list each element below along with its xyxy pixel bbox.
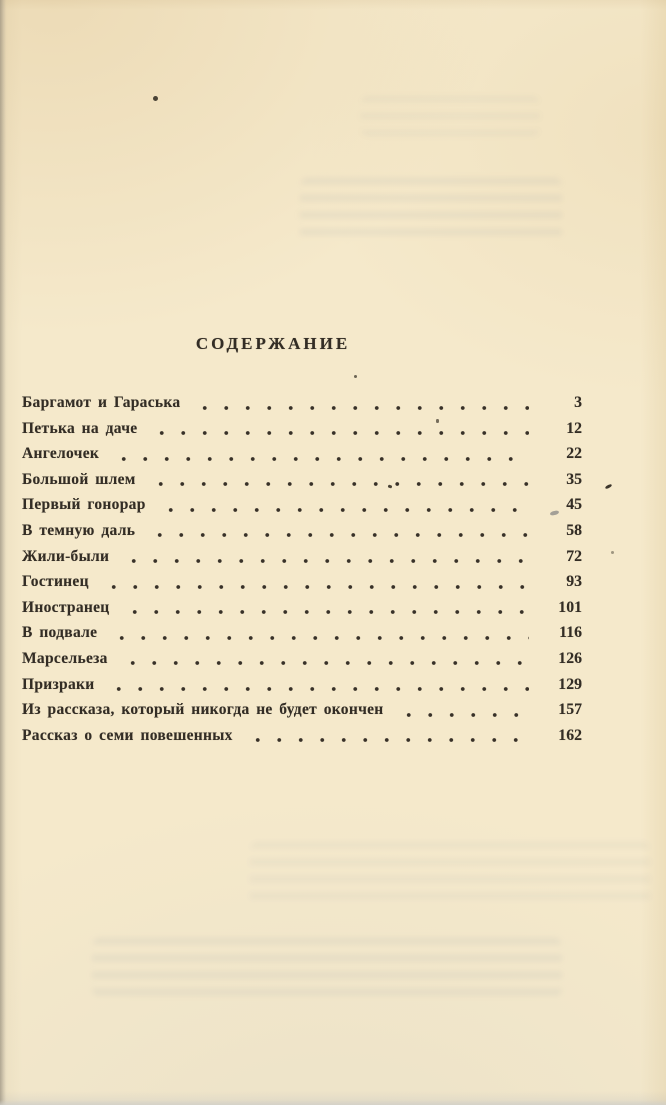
dot-leader: [148, 416, 529, 442]
toc-entry-label: Рассказ о семи повешенных: [22, 726, 233, 744]
page-showthrough: [360, 96, 540, 136]
toc-entry: [22, 672, 582, 698]
toc-entry-label: Призраки: [22, 675, 95, 693]
toc-entry-page: 35: [566, 470, 582, 488]
toc-entry: [22, 620, 582, 646]
dot-leader: [244, 723, 529, 749]
toc-entry-label: Первый гонорар: [22, 496, 146, 514]
toc-entry-page: 162: [558, 726, 582, 744]
scan-speck: [605, 484, 613, 490]
toc-entry-page: 22: [566, 445, 582, 463]
toc-entry-label: Баргамот и Гараська: [22, 394, 181, 411]
toc-entry: [22, 569, 582, 595]
toc-entry-page: 58: [566, 521, 582, 539]
dot-leader: [100, 569, 529, 595]
dot-leader: [121, 595, 529, 621]
toc-entry-page: 72: [566, 547, 582, 565]
dot-leader: [120, 544, 529, 570]
toc-entry-label: Иностранец: [22, 598, 110, 616]
toc-entry-page: 12: [566, 419, 582, 437]
dot-leader: [191, 390, 529, 416]
toc-entry-page: 126: [558, 649, 582, 667]
toc-entry: [22, 518, 582, 544]
toc-entry-page: 101: [558, 598, 582, 616]
toc-entry: [22, 492, 582, 518]
toc-entry-label: В подвале: [22, 624, 98, 642]
toc-entry: [22, 416, 582, 442]
toc-entry: [22, 723, 582, 749]
toc-entry-page: 157: [558, 701, 582, 719]
dot-leader: [105, 672, 529, 698]
toc-entry-label: Гостинец: [22, 573, 89, 591]
scan-speck: [354, 375, 357, 378]
toc-entry: [22, 467, 582, 493]
toc-entry: [22, 544, 582, 570]
toc-entry-page: 93: [566, 573, 582, 591]
scan-edge-left: [0, 0, 6, 1105]
toc-entry: [22, 595, 582, 621]
page-showthrough: [92, 938, 562, 996]
toc-entry-page: 129: [558, 675, 582, 693]
scan-speck: [611, 551, 614, 554]
toc-entry-label: Из рассказа, который никогда не будет окончен: [22, 701, 384, 719]
toc-entry: [22, 390, 582, 416]
dot-leader: [110, 441, 529, 467]
dot-leader: [395, 697, 529, 723]
toc-list: [22, 390, 582, 748]
toc-entry-label: Большой шлем: [22, 470, 136, 488]
toc-title: СОДЕРЖАНИЕ: [195, 334, 351, 353]
toc-entry-label: Петька на даче: [22, 419, 138, 437]
toc-entry: [22, 697, 582, 723]
toc-entry-label: Ангелочек: [22, 445, 100, 463]
toc-entry-label: В темную даль: [22, 521, 136, 539]
toc-entry-label: Жили-были: [22, 547, 110, 565]
dot-leader: [108, 620, 529, 646]
dot-leader: [146, 518, 529, 544]
dot-leader: [147, 467, 529, 493]
scan-edge-bottom: [0, 1100, 666, 1105]
toc-entry-page: 45: [566, 496, 582, 514]
toc-entry: [22, 441, 582, 467]
toc-entry: [22, 646, 582, 672]
page-showthrough: [250, 842, 650, 908]
dot-leader: [157, 492, 529, 518]
toc-entry-label: Марсельеза: [22, 649, 108, 667]
toc-entry-page: 3: [574, 394, 582, 411]
toc-entry-page: 116: [559, 624, 582, 642]
dot-leader: [119, 646, 529, 672]
page-showthrough: [300, 178, 562, 240]
scan-speck: [153, 96, 158, 101]
